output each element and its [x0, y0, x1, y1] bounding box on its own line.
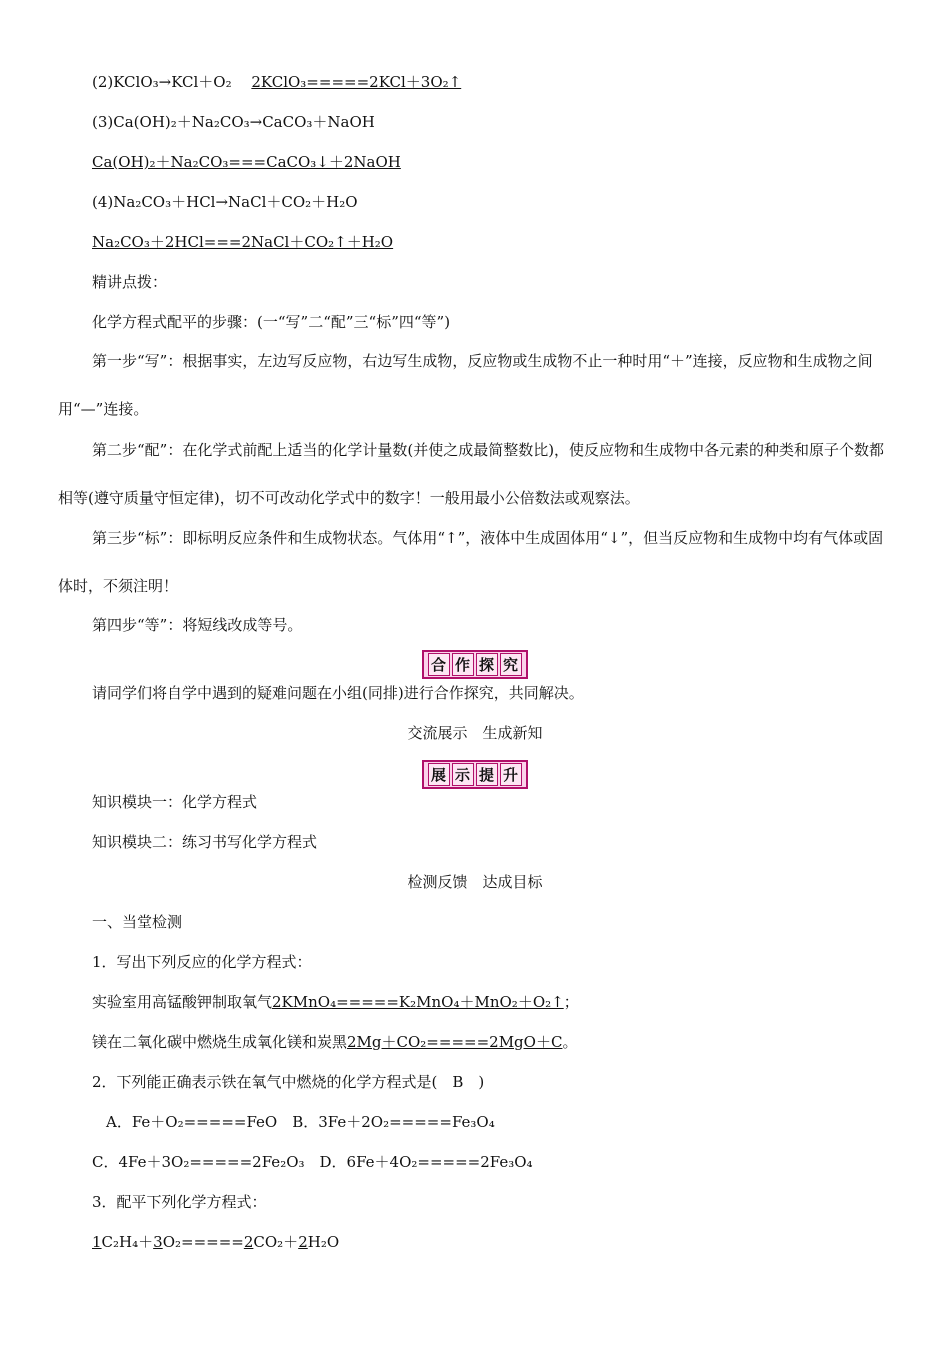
question-2-options-ab: A．Fe＋O₂=====FeO B．3Fe＋2O₂=====Fe₃O₄ — [106, 1113, 495, 1131]
heading-exchange-display: 交流展示 生成新知 — [407, 724, 543, 742]
badge-2-char: 示 — [452, 763, 474, 786]
badge-2-char: 提 — [476, 763, 498, 786]
equation-4-unbalanced: (4)Na₂CO₃＋HCl→NaCl＋CO₂＋H₂O — [92, 193, 358, 211]
question-1b-text: 镁在二氧化碳中燃烧生成氧化镁和炭黑 — [92, 1033, 348, 1051]
coefficient-4: 2 — [298, 1233, 308, 1251]
balancing-steps-heading: 化学方程式配平的步骤：(一“写”二“配”三“标”四“等”) — [92, 313, 451, 331]
coefficient-3: 2 — [243, 1233, 254, 1251]
badge-1-char: 究 — [500, 653, 522, 676]
cooperative-instruction: 请同学们将自学中遇到的疑难问题在小组(同排)进行合作探究，共同解决。 — [92, 684, 584, 702]
question-2: 2．下列能正确表示铁在氧气中燃烧的化学方程式是( B ) — [92, 1073, 485, 1091]
question-1a-end: ； — [563, 993, 579, 1011]
equation-2-unbalanced: (2)KClO₃→KCl＋O₂ — [92, 73, 232, 91]
question-1b-end: 。 — [562, 1033, 578, 1051]
section-label-jingjiang: 精讲点拨： — [92, 273, 168, 291]
coefficient-2: 3 — [153, 1233, 163, 1251]
question-1a-answer: 2KMnO₄=====K₂MnO₄＋MnO₂＋O₂↑ — [272, 993, 564, 1011]
step-two-paragraph — [58, 426, 892, 522]
equation-part-c: CO₂＋ — [253, 1233, 299, 1251]
question-1a — [92, 991, 579, 1013]
question-1b — [92, 1031, 577, 1053]
equation-part-b: O₂===== — [162, 1233, 244, 1251]
equation-part-d: H₂O — [307, 1233, 340, 1251]
badge-box-1 — [422, 650, 528, 679]
badge-1-char: 作 — [452, 653, 474, 676]
step-three-text: 第三步“标”：即标明反应条件和生成物状态。气体用“↑”，液体中生成固体用“↓”，但当反应物和生成物中均有气体或固体时，不须注明！ — [58, 529, 884, 595]
equation-4-balanced: Na₂CO₃＋2HCl===2NaCl＋CO₂↑＋H₂O — [92, 233, 394, 251]
question-3-equation — [92, 1231, 339, 1253]
step-one-text: 第一步“写”：根据事实，左边写反应物，右边写生成物，反应物或生成物不止一种时用“＋”连接，反应物和生成物之间用“—”连接。 — [58, 352, 873, 418]
badge-box-2 — [422, 760, 528, 789]
knowledge-module-two: 知识模块二：练习书写化学方程式 — [92, 833, 318, 851]
in-class-test-heading: 一、当堂检测 — [92, 913, 183, 931]
question-1: 1．写出下列反应的化学方程式： — [92, 953, 312, 971]
equation-2-balanced: 2KClO₃=====2KCl＋3O₂↑ — [251, 73, 462, 91]
step-one-paragraph — [58, 337, 892, 433]
badge-2-char: 展 — [428, 763, 450, 786]
equation-3-unbalanced: (3)Ca(OH)₂＋Na₂CO₃→CaCO₃＋NaOH — [92, 113, 375, 131]
question-2-options-cd: C．4Fe＋3O₂=====2Fe₂O₃ D．6Fe＋4O₂=====2Fe₃O₄ — [92, 1153, 533, 1171]
badge-display-improve — [0, 760, 950, 789]
badge-1-char: 合 — [428, 653, 450, 676]
step-four-line: 第四步“等”：将短线改成等号。 — [92, 616, 303, 634]
equation-part-a: C₂H₄＋ — [101, 1233, 154, 1251]
question-1b-answer: 2Mg＋CO₂=====2MgO＋C — [347, 1033, 563, 1051]
knowledge-module-one: 知识模块一：化学方程式 — [92, 793, 258, 811]
equation-line-2 — [92, 71, 461, 93]
question-1a-text: 实验室用高锰酸钾制取氧气 — [92, 993, 273, 1011]
step-three-paragraph — [58, 514, 892, 610]
step-two-text: 第二步“配”：在化学式前配上适当的化学计量数(并使之成最简整数比)，使反应物和生成物中各元素的种类和原子个数都相等(遵守质量守恒定律)，切不可改动化学式中的数字！一般用最小公倍数法或观察法。 — [58, 441, 885, 507]
coefficient-1: 1 — [92, 1233, 102, 1251]
badge-2-char: 升 — [500, 763, 522, 786]
badge-1-char: 探 — [476, 653, 498, 676]
badge-cooperative-inquiry — [0, 650, 950, 679]
equation-3-balanced: Ca(OH)₂＋Na₂CO₃===CaCO₃↓＋2NaOH — [92, 153, 401, 171]
heading-feedback: 检测反馈 达成目标 — [407, 873, 543, 891]
question-3: 3．配平下列化学方程式： — [92, 1193, 267, 1211]
